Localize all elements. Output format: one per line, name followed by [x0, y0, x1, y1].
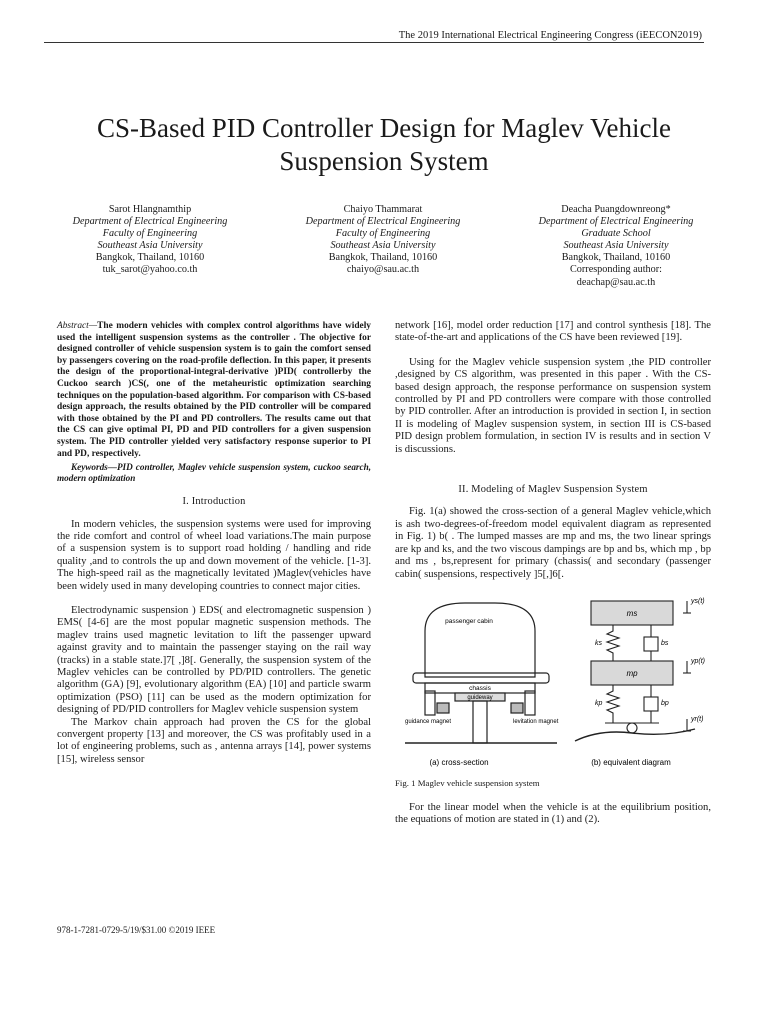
author-city: Bangkok, Thailand, 10160: [561, 252, 671, 264]
author-city: Bangkok, Thailand, 10160: [328, 252, 438, 264]
mp-label: mp: [626, 668, 638, 678]
author-name: Chaiyo Thammarat: [343, 204, 423, 215]
abstract-dash: —: [88, 321, 98, 331]
guidance-label: guidance magnet: [405, 718, 452, 725]
cabin-outline: [425, 603, 535, 677]
author-name: Sarot Hlangnamthip: [108, 204, 192, 215]
modeling-paragraph-2: For the linear model when the vehicle is at the equilibrium position, the equations of motion are stated in (1) and (2).: [395, 801, 711, 826]
abstract-label: Abstract: [57, 321, 89, 331]
author-dept: Department of Electrical Engineering: [72, 216, 228, 228]
author-email: chaiyo@sau.ac.th: [346, 264, 420, 276]
bp-label: bp: [661, 699, 669, 707]
author-email: tuk_sarot@yahoo.co.th: [102, 264, 198, 276]
copyright-footer: 978-1-7281-0729-5/19/$31.00 ©2019 IEEE: [57, 925, 216, 935]
road-profile: [575, 729, 695, 741]
section-introduction-heading: I. Introduction: [182, 496, 246, 508]
guideway-pillar: [473, 701, 487, 743]
paper-title: CS-Based PID Controller Design for Maglev Vehicle Suspension System: [97, 113, 671, 176]
author-email: Corresponding author:: [570, 264, 662, 276]
author-name: Deacha Puangdownreong*: [561, 204, 671, 215]
ms-label: ms: [626, 608, 638, 618]
yp-label: yp(t): [691, 657, 705, 665]
author-faculty: Faculty of Engineering: [102, 228, 198, 240]
wheel: [627, 723, 637, 733]
left-magnet-arm: [425, 691, 435, 715]
ks-label: ks: [595, 639, 602, 647]
author-city: Bangkok, Thailand, 10160: [95, 252, 205, 264]
intro-paragraph-2: Electrodynamic suspension ) EDS( and electromagnetic suspension ) EMS( [4-6] are the most popular magnetic suspension methods. The maglev trains used magnetic levitation to lift the passenger upward against gravity and to maintain the passenger staying on the rail way (tracks) in a stable state.]7[ ,]8[. Generally, the suspension system of the Maglev vehicles can be controlled by PD/PID controllers. The genetic algorithm (GA) [9], evolutionary algorithm (EA) [10] and particle swarm optimization (PSO) [11] can be used as the modern optimization for designing of PD/PID controllers for Maglev vehicle suspension system: [57, 604, 371, 716]
right-paragraph-2: Using for the Maglev vehicle suspension system ,the PID controller ,designed by CS algorithm, was presented in this paper . With the CS-based design approach, the response performance on suspension system controlled by PI and PD controllers were compare with those controlled by PID controller. After an introduction is provided in section I, in section II is modeling of Maglev suspension system, in section III is CS-based PID design problem formulation, in section IV is results and in section V is discussions.: [395, 356, 711, 455]
author-faculty: Faculty of Engineering: [335, 228, 431, 240]
bs-label: bs: [661, 639, 669, 647]
abstract: [57, 321, 371, 460]
damper-bs-body: [644, 637, 658, 651]
author-faculty: Graduate School: [581, 228, 651, 240]
author-block-3: [506, 204, 726, 289]
spring-ks: [607, 625, 619, 661]
author-block-2: [273, 204, 493, 277]
intro-paragraph-3: The Markov chain approach had proven the CS for the global convergent property [13] and moreover, the CS was profitably used in a lot of engineering problems, such as , antenna arrays [14], power systems [15], wireless sensor: [57, 716, 371, 765]
cabin-floor: [413, 673, 549, 683]
figure-caption: Fig. 1 Maglev vehicle suspension system: [395, 778, 540, 789]
header-rule: [44, 42, 704, 43]
author-email-extra: deachap@sau.ac.th: [576, 276, 656, 288]
ys-label: ys(t): [691, 597, 705, 605]
yr-label: yr(t): [691, 715, 704, 723]
guideway-label: guideway: [467, 694, 493, 701]
figure-1: [395, 591, 711, 773]
author-univ: Southeast Asia University: [97, 240, 203, 252]
author-univ: Southeast Asia University: [563, 240, 669, 252]
fig-a-label: (a) cross-section: [429, 757, 489, 767]
conference-header: The 2019 International Electrical Engineering Congress (iEECON2019): [398, 30, 702, 41]
right-column: [395, 320, 711, 827]
left-column: [57, 321, 371, 766]
author-univ: Southeast Asia University: [330, 240, 436, 252]
right-paragraph-1: network [16], model order reduction [17] and control synthesis [18]. The state-of-the-art and applications of the CS have been reviewed [19].: [395, 320, 711, 344]
author-dept: Department of Electrical Engineering: [538, 216, 694, 228]
kp-label: kp: [595, 699, 603, 707]
abstract-text: The modern vehicles with complex control algorithms have widely used the intelligent suspension systems as the controller . The objective for designed controller of vehicle suspension system is to gain the comfort sensed by passengers covering on the road-profile deflection. In this paper, it presents the design of the proportional-integral-derivative )PID( controllerby the Cuckoo search )CS(, one of the metaheuristic optimization searching techniques on the population-based algorithm. For comparison with CS-based design approach, the results obtained by the PID controller will be compared with those obtained by the PI and PD controllers. The results came out that the CS can give optimal PI, PD and PID controllers for a given suspension system. The PID controller yielded very satisfactory response superior to PI and PD, respectively.: [57, 321, 371, 459]
levitation-magnet-shape: [511, 703, 523, 713]
cabin-label: passenger cabin: [445, 617, 493, 625]
guidance-magnet-shape: [437, 703, 449, 713]
chassis-label: chassis: [469, 684, 491, 692]
modeling-paragraph-1: Fig. 1(a) showed the cross-section of a general Maglev vehicle,which is ash two-degrees-of-freedom model equivalent diagram as represented in Fig. 1) b( . The lumped masses are mp and ms, the two linear springs are kp and ks, and the two viscous dampings are bp and bs, which mp , bp and ms , bs,represent for primary (chassis( and secondary (passenger cabin( suspensions, respectively ]5[,]6[.: [395, 506, 711, 580]
maglev-diagram: [395, 591, 711, 769]
intro-paragraph-1: In modern vehicles, the suspension systems were used for improving the ride comfort and control of wheel load variations.The main purpose of a suspension system is to support road holding / handling and ride quality ,and to controls the up and down movement of the vehicle. [1-3]. The high-speed rail as the magnetically levitated )Maglev(vehicles have been widely used in many developing countries to connect major cities.: [57, 518, 371, 592]
fig-b-label: (b) equivalent diagram: [591, 757, 671, 767]
author-block-1: [40, 204, 260, 277]
author-dept: Department of Electrical Engineering: [305, 216, 461, 228]
right-magnet-arm: [525, 691, 535, 715]
keywords: Keywords—PID controller, Maglev vehicle suspension system, cuckoo search, modern optimization: [57, 462, 371, 484]
levitation-label: levitation magnet: [513, 718, 559, 725]
damper-bp-body: [644, 697, 658, 711]
spring-kp: [607, 685, 619, 723]
section-modeling-heading: II. Modeling of Maglev Suspension System: [458, 484, 648, 496]
